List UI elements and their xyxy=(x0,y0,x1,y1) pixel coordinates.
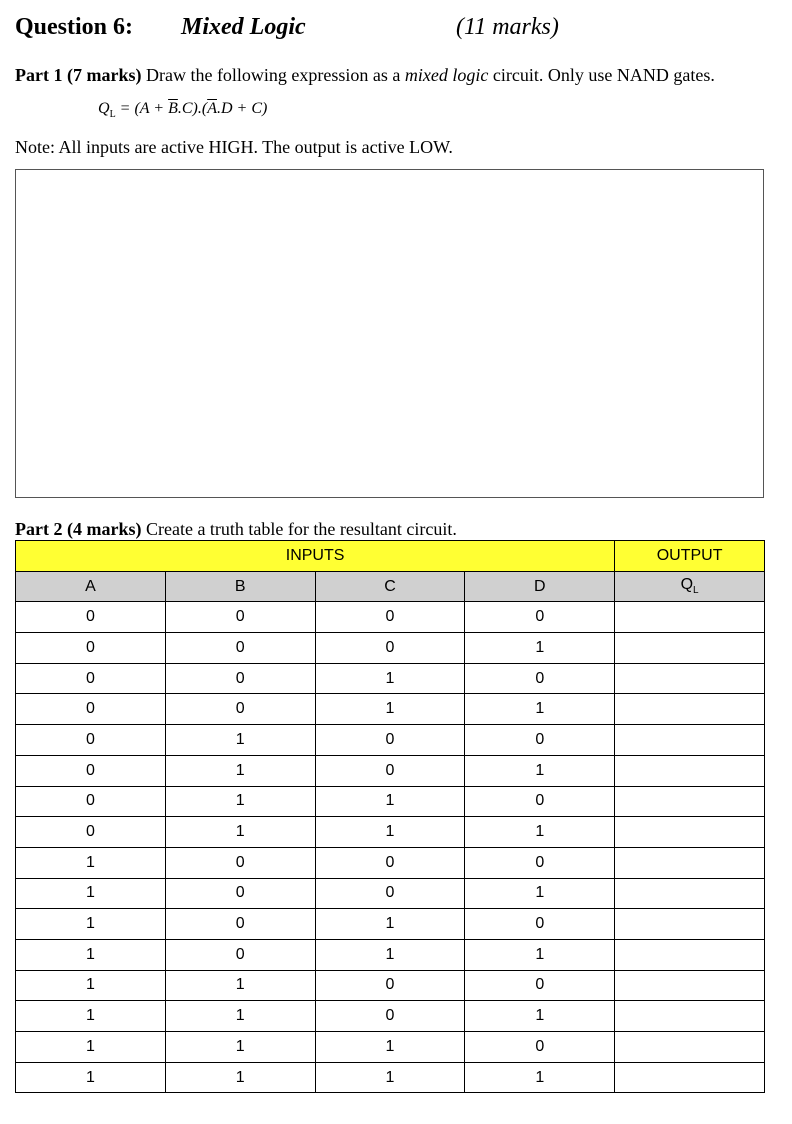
circuit-answer-box[interactable] xyxy=(15,169,764,498)
col-header-a: A xyxy=(16,571,166,602)
input-cell: 0 xyxy=(165,909,315,940)
input-cell: 1 xyxy=(465,755,615,786)
table-row xyxy=(16,663,765,694)
table-row xyxy=(16,725,765,756)
input-cell: 1 xyxy=(16,1062,166,1093)
input-cell: 0 xyxy=(165,847,315,878)
input-cell: 1 xyxy=(465,817,615,848)
input-cell: 1 xyxy=(16,1001,166,1032)
table-row xyxy=(16,1032,765,1063)
input-cell: 0 xyxy=(465,970,615,1001)
input-cell: 0 xyxy=(16,602,166,633)
expr-mid: .C).( xyxy=(177,100,208,117)
output-cell[interactable] xyxy=(615,633,765,664)
input-cell: 1 xyxy=(315,939,465,970)
input-cell: 1 xyxy=(465,878,615,909)
truth-table-group-header xyxy=(16,541,765,572)
col-header-b: B xyxy=(165,571,315,602)
input-cell: 1 xyxy=(315,909,465,940)
input-cell: 0 xyxy=(465,725,615,756)
output-cell[interactable] xyxy=(615,1001,765,1032)
table-row xyxy=(16,786,765,817)
input-cell: 1 xyxy=(165,1001,315,1032)
table-row xyxy=(16,755,765,786)
output-cell[interactable] xyxy=(615,817,765,848)
input-cell: 0 xyxy=(315,725,465,756)
question-header xyxy=(15,14,775,46)
input-cell: 0 xyxy=(165,878,315,909)
output-cell[interactable] xyxy=(615,786,765,817)
truth-table xyxy=(15,540,765,1093)
input-cell: 1 xyxy=(315,663,465,694)
output-cell[interactable] xyxy=(615,970,765,1001)
inputs-header: INPUTS xyxy=(16,541,615,572)
table-row xyxy=(16,1062,765,1093)
input-cell: 1 xyxy=(315,817,465,848)
expr-end: .D + C) xyxy=(216,100,268,117)
input-cell: 1 xyxy=(16,878,166,909)
part1-text-b: circuit. Only use NAND gates. xyxy=(488,65,715,85)
input-cell: 1 xyxy=(315,694,465,725)
output-cell[interactable] xyxy=(615,847,765,878)
col-header-c: C xyxy=(315,571,465,602)
input-cell: 1 xyxy=(465,1062,615,1093)
expr-eq: = (A + xyxy=(115,100,169,117)
input-cell: 1 xyxy=(16,847,166,878)
output-cell[interactable] xyxy=(615,725,765,756)
input-cell: 1 xyxy=(165,725,315,756)
output-cell[interactable] xyxy=(615,878,765,909)
table-row xyxy=(16,633,765,664)
input-cell: 1 xyxy=(315,1062,465,1093)
part2-label: Part 2 (4 marks) xyxy=(15,519,142,539)
input-cell: 1 xyxy=(165,755,315,786)
col-header-output xyxy=(615,571,765,602)
input-cell: 0 xyxy=(16,755,166,786)
output-header: OUTPUT xyxy=(615,541,765,572)
input-cell: 1 xyxy=(165,786,315,817)
table-row xyxy=(16,939,765,970)
expr-a-bar: $\overline{A}$ xyxy=(207,100,217,117)
input-cell: 0 xyxy=(165,694,315,725)
input-cell: 0 xyxy=(465,602,615,633)
input-cell: 1 xyxy=(165,817,315,848)
output-cell[interactable] xyxy=(615,1032,765,1063)
question-number: Question 6: xyxy=(15,14,134,40)
input-cell: 0 xyxy=(165,602,315,633)
input-cell: 1 xyxy=(315,1032,465,1063)
expr-b-bar: $\overline{B}$ xyxy=(168,100,178,117)
input-cell: 0 xyxy=(315,970,465,1001)
table-row xyxy=(16,970,765,1001)
input-cell: 1 xyxy=(315,786,465,817)
table-row xyxy=(16,909,765,940)
input-cell: 1 xyxy=(465,694,615,725)
input-cell: 0 xyxy=(465,786,615,817)
table-row xyxy=(16,602,765,633)
input-cell: 1 xyxy=(16,909,166,940)
output-cell[interactable] xyxy=(615,755,765,786)
table-row xyxy=(16,1001,765,1032)
input-cell: 1 xyxy=(465,633,615,664)
input-cell: 0 xyxy=(16,725,166,756)
input-cell: 0 xyxy=(165,663,315,694)
truth-table-body xyxy=(16,602,765,1093)
table-row xyxy=(16,817,765,848)
output-cell[interactable] xyxy=(615,939,765,970)
input-cell: 0 xyxy=(465,663,615,694)
part1-instruction xyxy=(15,65,715,86)
input-cell: 0 xyxy=(16,786,166,817)
col-header-d: D xyxy=(465,571,615,602)
output-col-sub: L xyxy=(693,585,699,597)
part1-label: Part 1 (7 marks) xyxy=(15,65,142,85)
input-cell: 0 xyxy=(315,633,465,664)
input-cell: 1 xyxy=(165,1032,315,1063)
part1-text-a: Draw the following expression as a xyxy=(141,65,405,85)
input-cell: 1 xyxy=(16,939,166,970)
input-cell: 0 xyxy=(315,602,465,633)
output-cell[interactable] xyxy=(615,1062,765,1093)
boolean-expression xyxy=(98,100,267,120)
part2-instruction xyxy=(15,519,457,540)
expr-q-sub: L xyxy=(109,109,116,121)
output-cell[interactable] xyxy=(615,663,765,694)
input-cell: 1 xyxy=(16,970,166,1001)
input-cell: 0 xyxy=(165,939,315,970)
table-row xyxy=(16,694,765,725)
input-cell: 0 xyxy=(465,847,615,878)
input-cell: 0 xyxy=(16,817,166,848)
table-row xyxy=(16,878,765,909)
expr-q: Q xyxy=(98,100,110,117)
input-cell: 0 xyxy=(465,909,615,940)
question-topic: Mixed Logic xyxy=(181,14,306,40)
output-cell[interactable] xyxy=(615,694,765,725)
truth-table-column-header xyxy=(16,571,765,602)
note-text: Note: All inputs are active HIGH. The output is active LOW. xyxy=(15,137,453,157)
input-cell: 0 xyxy=(16,633,166,664)
input-cell: 0 xyxy=(315,1001,465,1032)
input-cell: 1 xyxy=(16,1032,166,1063)
part1-text-italic: mixed logic xyxy=(404,65,489,85)
input-cell: 0 xyxy=(16,694,166,725)
input-cell: 1 xyxy=(465,1001,615,1032)
output-col-label: Q xyxy=(680,576,694,594)
output-cell[interactable] xyxy=(615,909,765,940)
input-cell: 0 xyxy=(315,878,465,909)
input-cell: 1 xyxy=(165,1062,315,1093)
part2-text: Create a truth table for the resultant circuit. xyxy=(141,519,457,539)
table-row xyxy=(16,847,765,878)
input-cell: 1 xyxy=(465,939,615,970)
input-cell: 1 xyxy=(165,970,315,1001)
output-cell[interactable] xyxy=(615,602,765,633)
question-marks: (11 marks) xyxy=(456,14,559,40)
input-cell: 0 xyxy=(165,633,315,664)
input-cell: 0 xyxy=(16,663,166,694)
input-cell: 0 xyxy=(465,1032,615,1063)
input-cell: 0 xyxy=(315,755,465,786)
input-cell: 0 xyxy=(315,847,465,878)
